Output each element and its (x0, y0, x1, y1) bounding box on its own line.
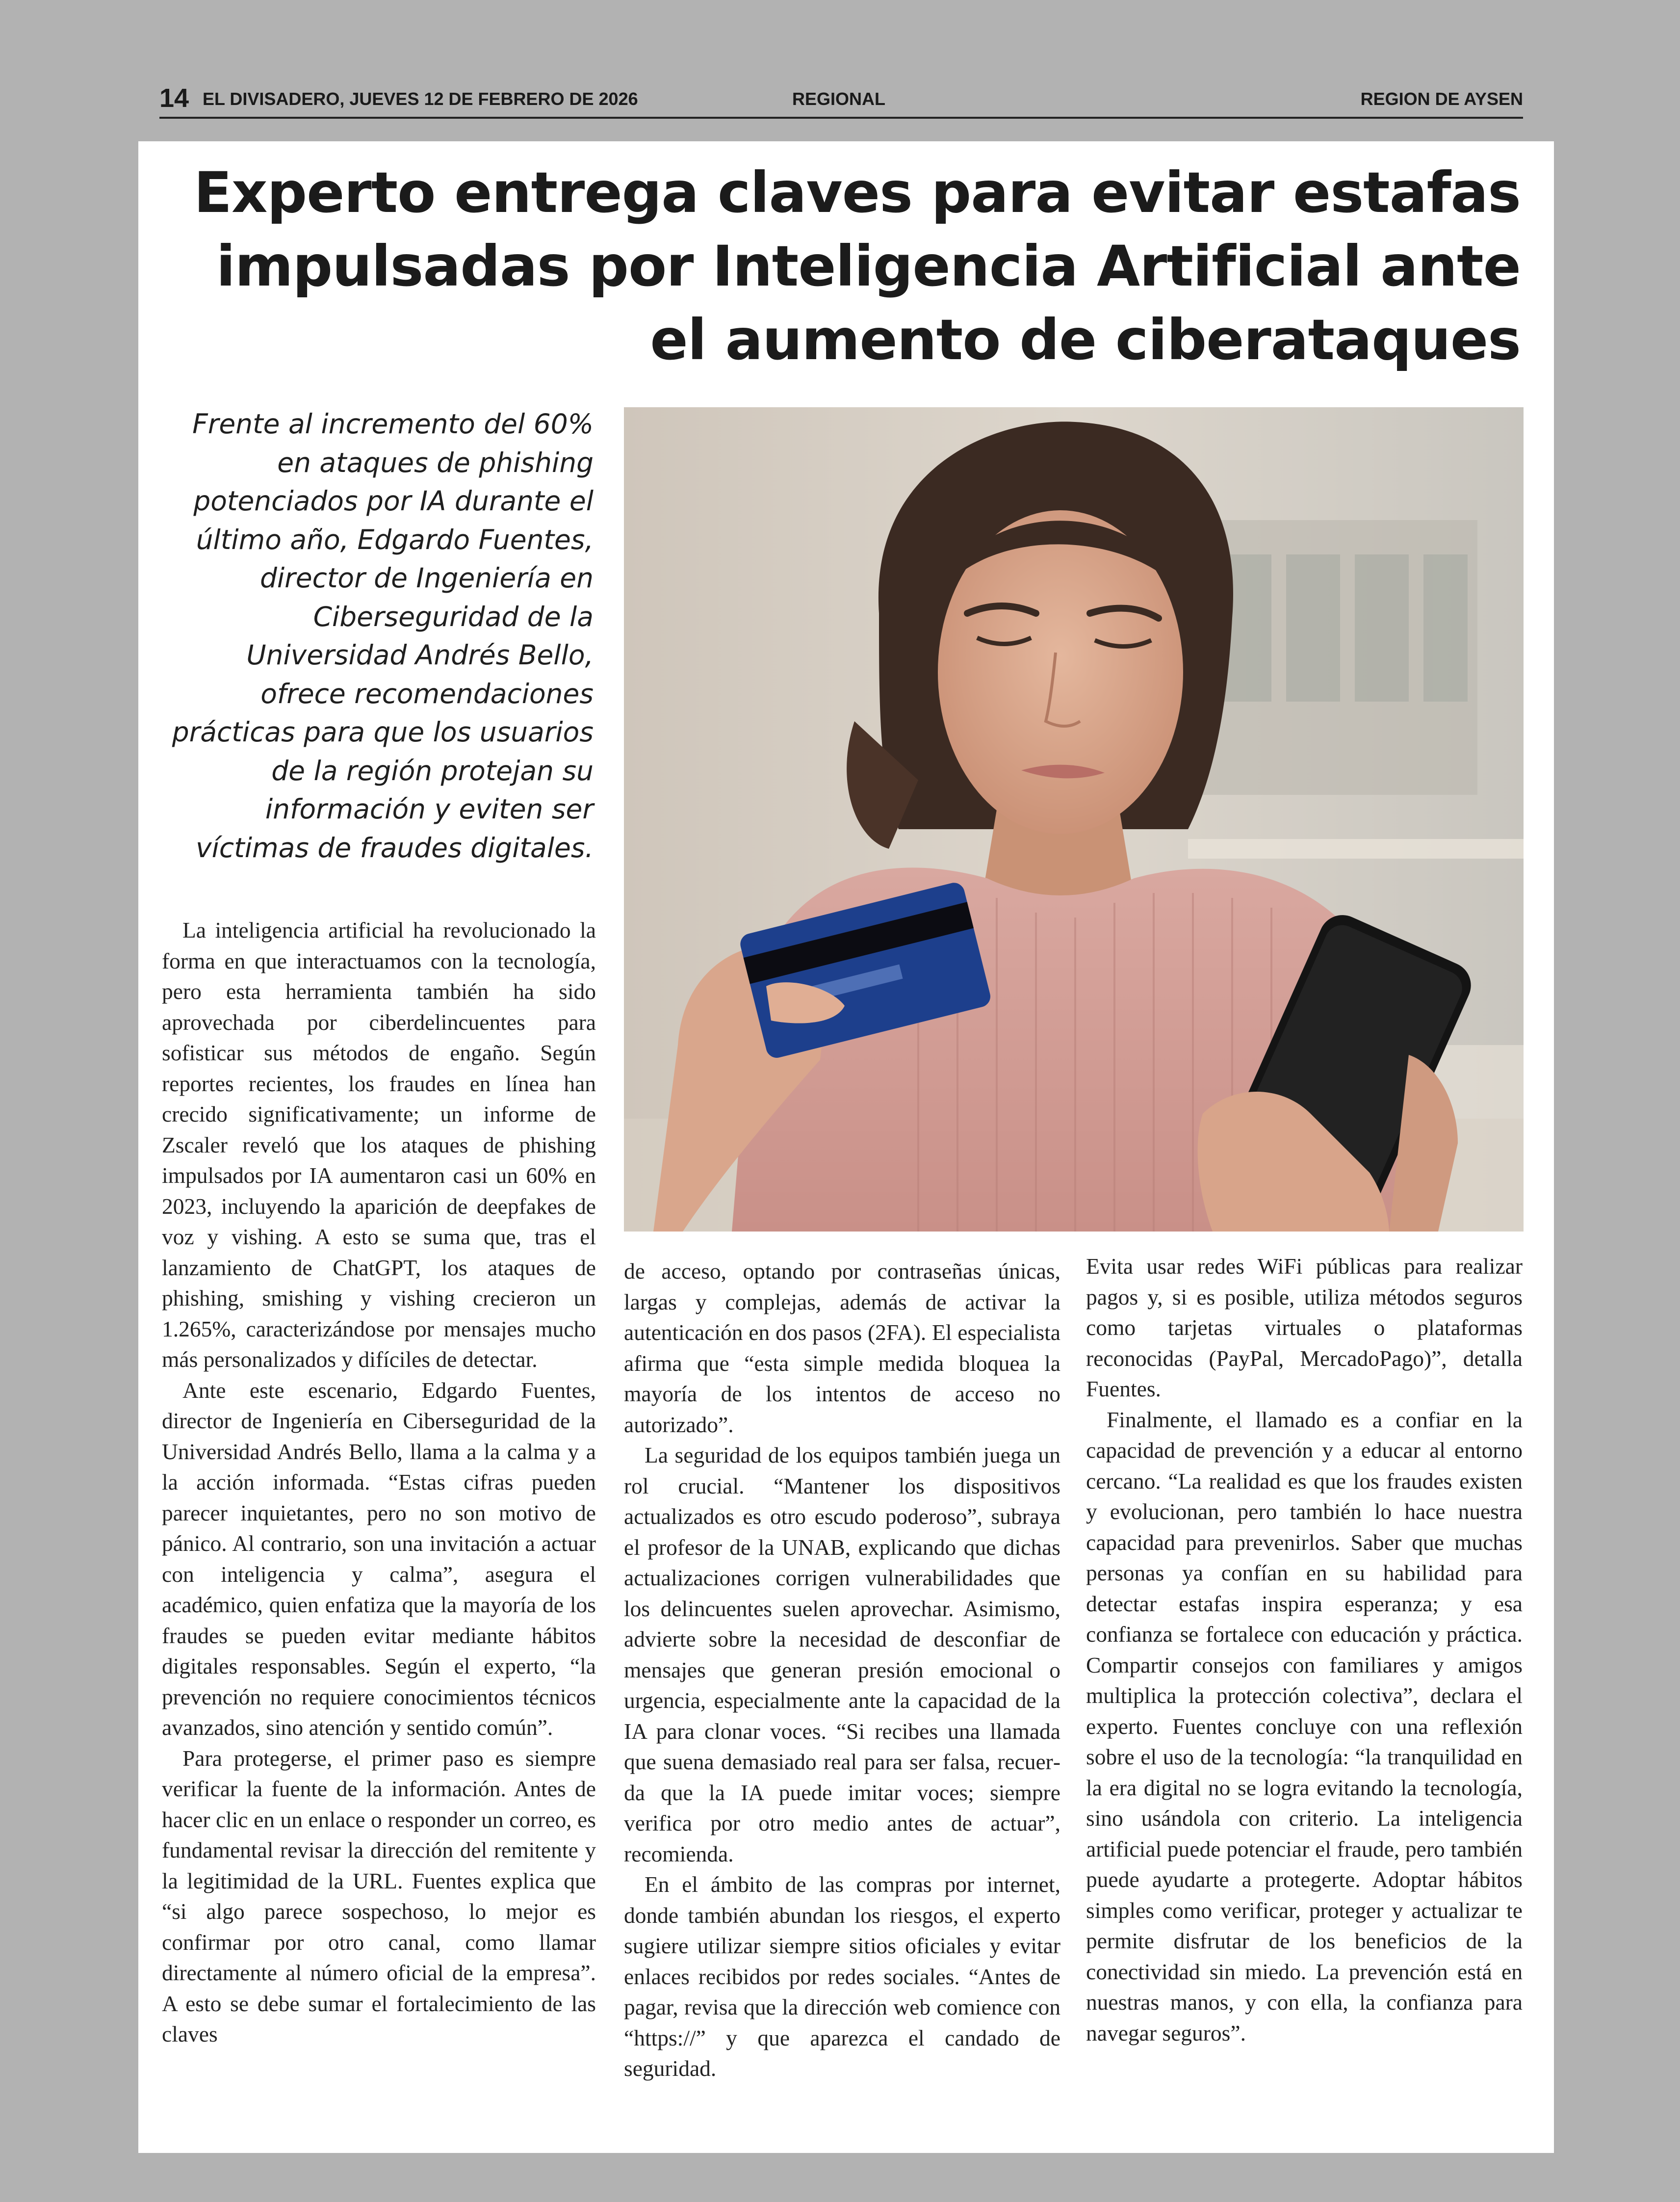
body-paragraph: Finalmente, el llamado es a confiar en la capacidad de prevención y a educar al entorno cercano. “La realidad es que los fraudes existen y evolucionan, pero también lo hace nuestra capacidad para prevenirlos. Saber que muchas personas ya confían en su habilidad para detectar estafas inspira esperanza; y esa confianza se fortalece con educación y práctica. Compartir consejos con familiares y amigos multiplica la protección colectiva”, declara el experto. Fuentes concluye con una reflexión sobre el uso de la tecnología: “la tranquilidad en la era digital no se logra evitando la tecnología, sino usándola con criterio. La inteligencia artificial puede potenciar el fraude, pero también puede ayudarte a protegerte. Adoptar hábitos simples como verificar, proteger y actualizar te permite disfrutar de los beneficios de la conectividad sin miedo. La prevención está en nuestras manos, y con ella, la confianza para navegar seguros”. (1086, 1407, 1523, 2045)
section-name: REGIONAL (792, 89, 886, 109)
body-paragraph: Evita usar redes WiFi públicas para realizar pagos y, si es posible, utiliza métodos seguros como tarjetas virtuales o plataformas reconocidas (PayPal, MercadoPago)”, detalla Fuentes. (1086, 1254, 1523, 1401)
page-number: 14 (159, 83, 189, 113)
photo-woman-with-credit-card-and-phone-icon (624, 407, 1524, 1232)
article-photo (624, 407, 1524, 1232)
body-paragraph: La inteligencia artificial ha revolucionado la forma en que interactuamos con la tecnología, pero esta herramienta también ha sido aprovechada por ciberdelincuentes para sofisticar sus métodos de engaño. Según reportes recientes, los fraudes en línea han crecido significativamente; un informe de Zscaler reveló que los ataques de phishing impulsados por IA aumentaron casi un 60% en 2023, incluyendo la aparición de deepfakes de voz y vishing. A esto se suma que, tras el lanzamiento de ChatGPT, los ataques de phishing, smishing y vishing crecieron un 1.265%, caracterizándose por mensajes mucho más personalizados y difíciles de detectar. (162, 918, 596, 1372)
article-lead: Frente al incremento del 60% en ataques de phishing potenciados por IA durante el último año, Edgardo Fuentes, director de Ingeniería en Ciberseguridad de la Universidad Andrés Bello, ofrece recomendaciones prácticas para que los usuarios de la región protejan su información y eviten ser víctimas de fraudes digitales. (172, 408, 594, 864)
publication-date: EL DIVISADERO, JUEVES 12 DE FEBRERO DE 2026 (203, 89, 638, 109)
body-paragraph: Para protegerse, el primer paso es siempre verificar la fuente de la información. Antes de hacer clic en un enlace o responder un correo, es fundamental revisar la dirección del remitente y la legitimidad de la URL. Fuentes explica que “si algo parece sospechoso, lo mejor es confirmar por otro canal, como llamar directamente al número oficial de la empresa”. A esto se debe sumar el fortalecimiento de las claves (162, 1745, 596, 2046)
region-name: REGION DE AYSEN (1360, 89, 1523, 109)
page-header (159, 82, 1523, 117)
body-paragraph: La seguridad de los equipos también juega un rol crucial. “Mantener los dispositivos actualizados es otro escudo poderoso”, subraya el profesor de la UNAB, explicando que dichas actualizaciones corrigen vulnerabilidades que los delincuentes suelen aprovechar. Asimismo, advierte sobre la necesidad de desconfiar de mensajes que generan presión emocional o urgencia, especialmente ante la capacidad de la IA para clonar voces. “Si recibes una llamada que suena demasiado real para ser falsa, recuerda que la IA puede imitar voces; siempre verifica por otro medio antes de actuar”, recomienda. (624, 1442, 1060, 1866)
article-column-1 (162, 915, 596, 2050)
body-paragraph: Ante este escenario, Edgardo Fuentes, director de Ingeniería en Ciberseguridad de la Universidad Andrés Bello, llama a la calma y a la acción informada. “Estas cifras pueden parecer inquietantes, pero no son motivo de pánico. Al contrario, son una invitación a actuar con inteligencia y calma”, asegura el académico, quien enfatiza que la mayoría de los fraudes se pueden evitar mediante hábitos digitales responsables. Según el experto, “la prevención no requiere conocimientos técnicos avanzados, sino atención y sentido común”. (162, 1377, 596, 1740)
article-column-2 (624, 1256, 1060, 2084)
body-paragraph: de acceso, optando por contraseñas únicas, largas y complejas, además de activar la autenticación en dos pasos (2FA). El especialista afirma que “esta simple medida bloquea la mayoría de los intentos de acceso no autorizado”. (624, 1258, 1060, 1437)
article-headline: Experto entrega claves para evitar estafas impulsadas por Inteligencia Artificial ante el aumento de ciberataques (194, 160, 1521, 372)
header-rule (159, 117, 1523, 119)
article-column-3 (1086, 1251, 1523, 2048)
body-paragraph: En el ámbito de las compras por internet, donde también abundan los riesgos, el experto sugiere utilizar siempre sitios oficiales y evitar enlaces recibidos por redes sociales. “Antes de pagar, revisa que la dirección web comience con “https://” y que aparezca el candado de seguridad. (624, 1872, 1060, 2081)
